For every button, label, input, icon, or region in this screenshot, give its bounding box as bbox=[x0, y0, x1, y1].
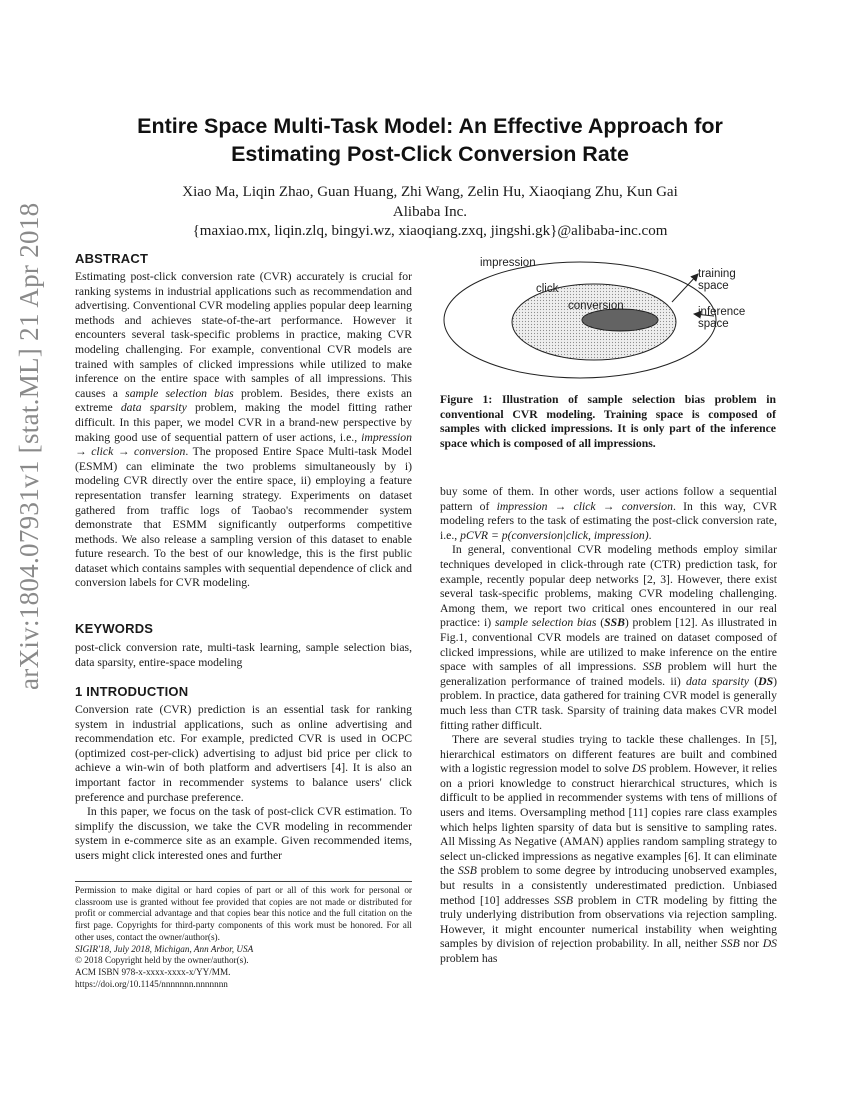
ds-abbr: DS bbox=[758, 674, 774, 688]
abstract-sequence-term: impression → click → conversion bbox=[75, 430, 412, 459]
keywords-body bbox=[75, 641, 412, 670]
abstract-body bbox=[75, 270, 412, 591]
inference-space-label-2: space bbox=[698, 318, 729, 330]
arxiv-identifier: arXiv:1804.07931v1 [stat.ML] 21 Apr 2018 bbox=[14, 202, 44, 690]
permission-notice: Permission to make digital or hard copies of part or all of this work for personal or classroom use is granted without fee provided that copies are not made or distributed for profit or commercial advantage and that copies bear this notice and the full citation on the first page. Copyrights for third-party components of this work must be honored. For all other uses, contact the owner/author(s). bbox=[75, 885, 412, 942]
pcvr-formula: pCVR = p(conversion|click, impression) bbox=[460, 528, 649, 542]
ssb-term-2: SSB bbox=[642, 660, 662, 674]
abstract-ssb-term: sample selection bias bbox=[125, 386, 234, 400]
copyright-footnote bbox=[75, 885, 412, 990]
impression-label: impression bbox=[480, 257, 536, 269]
affiliation: Alibaba Inc. bbox=[392, 204, 468, 220]
intro-paragraph-2: In this paper, we focus on the task of post-click CVR estimation. To simplify the discussion, we take the CVR modeling in recommender system in e-commerce site as an example. Given recommended items, users might click interested ones and further bbox=[75, 805, 412, 862]
keywords-heading: KEYWORDS bbox=[75, 621, 154, 636]
conversion-label: conversion bbox=[568, 300, 624, 312]
right-p1-text-c: . bbox=[648, 528, 652, 542]
ds-term: data sparsity bbox=[685, 674, 749, 688]
right-p1-text-a: buy some of them. In other words, user actions follow a sequential pattern of bbox=[440, 485, 777, 513]
copyright-line: © 2018 Copyright held by the owner/author(s). bbox=[75, 955, 249, 966]
right-p2-text-c: problem will hurt the generalization performance of trained models. ii) bbox=[440, 660, 777, 688]
keywords-text: post-click conversion rate, multi-task learning, sample selection bias, data sparsity, entire-space modeling bbox=[75, 641, 412, 669]
ds-ref-1: DS bbox=[631, 762, 647, 776]
abstract-text-4: . The proposed Entire Space Multi-task Model (ESMM) can eliminate the two problems simultaneously by i) modeling CVR directly over the entire space, ii) employing a feature representation transfer learning strategy. Experiments on dataset gathered from traffic logs of Taobao's recommender system demonstrate that ESMM significantly outperforms competitive methods. We also release a sampling version of this dataset to enable future research. To the best of our knowledge, this is the first public dataset which contains samples with sequential dependence of click and conversion labels for CVR modeling. bbox=[75, 445, 412, 590]
author-emails: {maxiao.mx, liqin.zlq, bingyi.wz, xiaoqiang.zxq, jingshi.gk}@alibaba-inc.com bbox=[192, 223, 668, 239]
inference-space-label-1: inference bbox=[698, 306, 746, 318]
right-p3-text-f: problem has bbox=[440, 952, 498, 965]
isbn-line: ACM ISBN 978-x-xxxx-xxxx-x/YY/MM. bbox=[75, 966, 231, 977]
abstract-text-2: problem. Besides, there exists an extreme bbox=[75, 386, 412, 415]
introduction-heading: 1 INTRODUCTION bbox=[75, 684, 189, 699]
paper-title bbox=[80, 112, 780, 168]
conversion-ellipse bbox=[582, 309, 658, 331]
doi-link[interactable]: https://doi.org/10.1145/nnnnnnn.nnnnnnn bbox=[75, 978, 228, 989]
abstract-text-3: problem, making the model fitting rather difficult. In this paper, we model CVR in a brand-new perspective by making good use of sequential pattern of user actions, i.e., bbox=[75, 401, 413, 444]
ssb-ref-1: SSB bbox=[458, 864, 477, 878]
intro-paragraph-1: Conversion rate (CVR) prediction is an essential task for ranking system in industrial applications, such as online advertising and recommendation etc. For example, predicted CVR is used in OCPC (optimized cost-per-click) advertising to adjust bid price per click to achieve a win-win of both platform and advertisers [4]. It is also an important factor in recommender systems to balance users' click preference and purchase preference. bbox=[75, 703, 412, 804]
author-list: Xiao Ma, Liqin Zhao, Guan Huang, Zhi Wang, Zelin Hu, Xiaoqiang Zhu, Kun Gai bbox=[182, 184, 678, 200]
right-p2-text-d: problem. In practice, data gathered for training CVR model is generally much less than CTR task. Sparsity of training data makes CVR model fitting rather difficult. bbox=[440, 689, 777, 732]
right-p3-text-d: problem in CTR modeling by fitting the truly underlying distribution from observations via rejection sampling. However, it might encounter numerical instability when weighting samples by division of rejection probability. In all, neither bbox=[440, 893, 777, 951]
ssb-abbr: SSB bbox=[604, 616, 625, 630]
right-p2-text-b: problem [12]. As illustrated in Fig.1, conventional CVR models are trained on dataset composed of clicked impressions, while are utilized to make inference on the entire space with samples of all impressions. bbox=[440, 616, 777, 674]
right-column-body: buy some of them. In other words, user actions follow a sequential pattern of impression → click → conversion. In this way, CVR modeling refers to the task of estimating the post-click conversion rate, i.e., pCVR = p(conversion|click, impression). In general, conventional CVR modeling methods employ similar techniques developed in click-through rate (CTR) prediction task, for example, recently popular deep networks [2, 3]. However, there exist several task-specific problems, making CVR modeling challenging. Among them, we report two critical ones encountered in our real practice: i) sample selection bias (SSB) problem [12]. As illustrated in Fig.1, conventional CVR models are trained on dataset composed of clicked impressions, while are utilized to make inference on the entire space with samples of all impressions. SSB problem will hurt the generalization performance of trained models. ii) data sparsity (DS) problem. In practice, data gathered for training CVR model is generally much less than CTR task. Sparsity of training data makes CVR model fitting rather difficult. There are several studies trying to tackle these challenges. In [5], hierarchical estimators on different features are built and combined with a logistic regression model to solve DS problem. However, it relies on a priori knowledge to construct hierarchical structures, which is difficult to be applied in recommender systems with tens of millions of users and items. Oversampling method [11] copies rare class examples which helps lighten sparsity of data but is sensitive to sampling rates. All Missing As Negative (AMAN) applies random sampling strategy to select un-clicked impressions as negative examples [6]. It can eliminate the SSB problem to some degree by introducing unobserved examples, but results in a consistently underestimated prediction. Unbiased method [10] addresses SSB problem in CTR modeling by fitting the truly underlying distribution from observations via rejection sampling. However, it might encounter numerical instability when weighting samples by division of rejection probability. In all, neither SSB nor DS problem has bbox=[440, 485, 778, 965]
right-p1-sequence: impression → click → conversion bbox=[496, 499, 673, 513]
abstract-heading: ABSTRACT bbox=[75, 251, 149, 266]
ssb-ref-2: SSB bbox=[554, 893, 573, 907]
sample-space-figure bbox=[440, 254, 776, 390]
right-p3-text-a: There are several studies trying to tackle these challenges. In [5], hierarchical estimators on different features are built and combined with a logistic regression model to solve bbox=[440, 733, 777, 776]
ssb-ref-3: SSB bbox=[720, 937, 740, 951]
footnote-divider bbox=[75, 881, 412, 882]
right-p3-text-e: nor bbox=[739, 937, 763, 951]
abstract-ds-term: data sparsity bbox=[120, 401, 187, 415]
right-p1-text-b: . In this way, CVR modeling refers to the task of estimating the post-click conversion rate, i.e., bbox=[440, 499, 777, 542]
figure-caption: Figure 1: Illustration of sample selection bias problem in conventional CVR modeling. Training space is composed of samples with clicked impressions. It is only part of the inference space which is composed of all impressions. bbox=[440, 393, 776, 450]
ds-ref-2: DS bbox=[762, 937, 777, 951]
right-p3-text-b: problem. However, it relies on a priori knowledge to construct hierarchical structures, which is difficult to be applied in recommender systems with tens of millions of users and items. Oversampling method [11] copies rare class examples which helps lighten sparsity of data but is sensitive to sampling rates. All Missing As Negative (AMAN) applies random sampling strategy to select un-clicked impressions as negative examples [6]. It can eliminate the bbox=[440, 762, 777, 878]
abstract-text-1: Estimating post-click conversion rate (CVR) accurately is crucial for ranking systems in industrial applications such as recommendation and advertising. Conventional CVR modeling applies popular deep learning methods and achieves state-of-the-art performance. However it encounters several task-specific problems in practice, making CVR modeling challenging. For example, conventional CVR models are trained with samples of clicked impressions while utilized to make inference on the entire space with samples of all impressions. This causes a bbox=[75, 270, 412, 400]
click-label: click bbox=[536, 283, 559, 295]
venue-line: SIGIR'18, July 2018, Michigan, Ann Arbor, USA bbox=[75, 943, 254, 954]
training-space-label-1: training bbox=[698, 268, 736, 280]
title-line-1: Entire Space Multi-Task Model: An Effective Approach for bbox=[137, 114, 723, 138]
title-line-2: Estimating Post-Click Conversion Rate bbox=[231, 142, 629, 166]
ssb-term: sample selection bias bbox=[494, 616, 597, 630]
introduction-body bbox=[75, 703, 412, 864]
right-p3-text-c: problem to some degree by introducing unobserved examples, but results in a consistently underestimated prediction. Unbiased method [10] addresses bbox=[440, 864, 778, 907]
training-space-label-2: space bbox=[698, 280, 729, 292]
right-p2-text-a: In general, conventional CVR modeling methods employ similar techniques developed in click-through rate (CTR) prediction task, for example, recently popular deep networks [2, 3]. However, there exist several task-specific problems, making CVR modeling challenging. Among them, we report two critical ones encountered in our real practice: i) bbox=[440, 543, 777, 630]
